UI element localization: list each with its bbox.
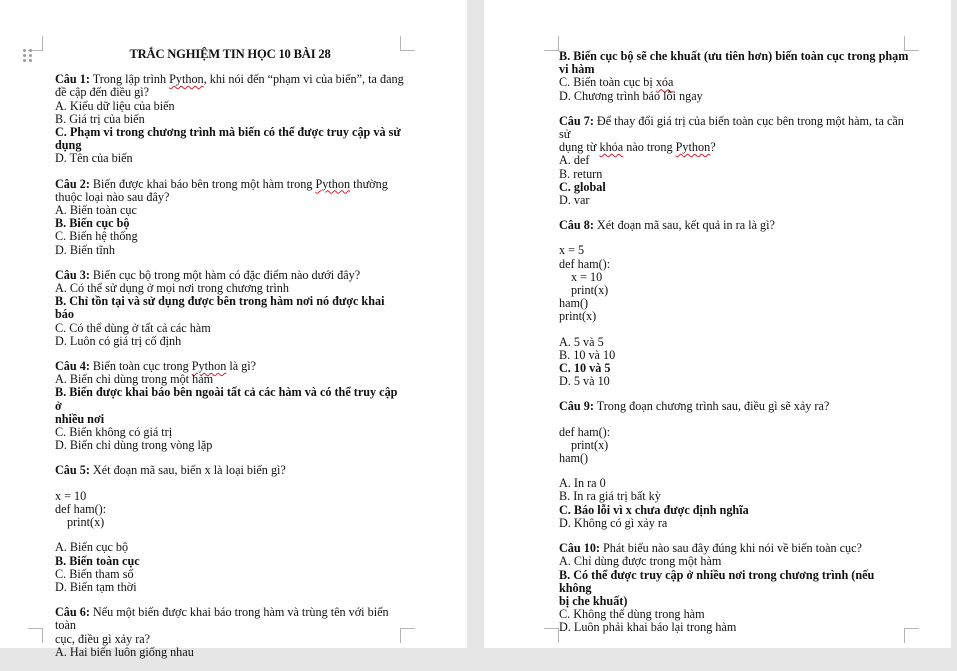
question-text <box>559 219 909 232</box>
code-snippet <box>559 244 909 323</box>
question-number: Câu 6: <box>55 605 90 620</box>
question-body: Xét đoạn mã sau, kết quả in ra là gì? <box>593 218 775 233</box>
answer-option: D. Không có gì xảy ra <box>559 515 668 530</box>
document-page-left <box>0 0 467 659</box>
answer-option: A. Chỉ dùng được trong một hàm <box>559 554 722 569</box>
answer-option: A. Biến toàn cục <box>55 203 137 218</box>
spellcheck-word[interactable]: Python <box>675 140 711 155</box>
margin-corner-bottom-left <box>28 628 43 643</box>
question-number: Câu 2: <box>55 176 90 191</box>
code-line: ham() <box>559 296 589 311</box>
question-body: Trong đoạn chương trình sau, điều gì sẽ xảy ra? <box>593 399 830 414</box>
question-block <box>559 115 909 207</box>
answer-option: D. 5 và 10 <box>559 374 610 389</box>
question-body: Để thay đổi giá trị của biến toàn cục bên trong một hàm, ta cần sử dụng từ khóa nào trong Python? <box>559 113 904 155</box>
question-block <box>55 269 405 348</box>
answer-option: C. Biến toàn cục bị xóa <box>559 75 674 90</box>
code-line: x = 5 <box>559 243 585 258</box>
answer-option: B. In ra giá trị bất kỳ <box>559 489 661 504</box>
answer-option: C. Biến hệ thống <box>55 229 138 244</box>
document-title[interactable]: TRẮC NGHIỆM TIN HỌC 10 BÀI 28 <box>129 47 331 61</box>
page-gap <box>467 0 484 648</box>
answer-option: D. Biến tạm thời <box>55 579 137 594</box>
code-line: ham() <box>559 451 589 466</box>
spellcheck-word[interactable]: khóa <box>599 140 624 155</box>
answer-option: B. 10 và 10 <box>559 347 616 362</box>
answer-option-correct: B. Biến toàn cục <box>55 553 140 568</box>
question-body: Phát biểu nào sau đây đúng khi nói về biến toàn cục? <box>599 541 862 556</box>
page-content-left <box>55 48 405 671</box>
drag-handle-icon[interactable] <box>22 48 34 64</box>
question-list-left <box>55 73 405 659</box>
question-body: Biến toàn cục trong Python là gì? <box>89 359 257 374</box>
answer-option-correct: B. Biến cục bộ sẽ che khuất (ưu tiên hơn) biến toàn cục trong phạm vi hàm <box>559 49 909 77</box>
answer-option-correct: C. global <box>559 179 606 194</box>
answer-option-correct: C. Báo lỗi vì x chưa được định nghĩa <box>559 502 749 517</box>
document-page-right <box>484 0 951 648</box>
answer-option: A. Hai biến luôn giống nhau <box>55 644 194 659</box>
question-body: Trong lập trình Python, khi nói đến “phạm vi của biến”, ta đang đề cập đến điều gì? <box>55 72 404 100</box>
answer-option: D. Luôn có giá trị cố định <box>55 333 182 348</box>
answer-option-correct: C. Phạm vi trong chương trình mà biến có thể được truy cập và sử dụng <box>55 125 401 153</box>
answer-option: D. Biến tĩnh <box>55 242 115 257</box>
question-text <box>559 115 909 155</box>
code-line: x = 10 <box>55 488 87 503</box>
question-text <box>55 178 405 204</box>
code-snippet <box>55 490 405 530</box>
question-text <box>55 606 405 646</box>
question-text <box>55 73 405 99</box>
question-number: Câu 1: <box>55 72 90 87</box>
question-number: Câu 9: <box>559 399 594 414</box>
spellcheck-word[interactable]: Python <box>191 359 227 374</box>
code-line: def ham(): <box>55 501 107 516</box>
spellcheck-word[interactable]: xóa <box>655 75 674 90</box>
question-block <box>55 178 405 257</box>
answer-option: B. Giá trị của biến <box>55 111 145 126</box>
question-number: Câu 4: <box>55 359 90 374</box>
question-list-right <box>559 115 909 635</box>
answer-option: A. Kiểu dữ liệu của biến <box>55 98 175 113</box>
question-number: Câu 3: <box>55 267 90 282</box>
answer-option: A. def <box>559 153 590 168</box>
answer-option: D. Tên của biến <box>55 151 133 166</box>
question-continuation <box>559 50 909 103</box>
answer-option: C. Biến không có giá trị <box>55 425 173 440</box>
question-text <box>55 464 405 477</box>
question-body: Xét đoạn mã sau, biến x là loại biến gì? <box>89 463 286 478</box>
margin-corner-top-left <box>544 36 559 51</box>
question-block <box>55 73 405 165</box>
answer-option: D. Biến chỉ dùng trong vòng lặp <box>55 438 213 453</box>
answer-option: D. Luôn phải khai báo lại trong hàm <box>559 620 737 635</box>
answer-option-correct: B. Biến cục bộ <box>55 216 130 231</box>
question-block <box>55 360 405 452</box>
code-line: print(x) <box>571 283 609 298</box>
question-block <box>559 219 909 388</box>
answer-option: C. Có thể dùng ở tất cả các hàm <box>55 320 211 335</box>
answer-option-correct: B. Chỉ tồn tại và sử dụng được bên trong hàm nơi nó được khai báo <box>55 294 388 322</box>
spellcheck-word[interactable]: Python <box>169 72 204 87</box>
answer-option: D. Chương trình báo lỗi ngay <box>559 88 703 103</box>
page-content-right <box>559 50 909 647</box>
code-line: print(x) <box>571 437 609 452</box>
question-block <box>559 400 909 530</box>
question-body: Biến cục bộ trong một hàm có đặc điểm nào dưới đây? <box>89 267 361 282</box>
answer-option: C. Không thể dùng trong hàm <box>559 607 705 622</box>
question-body: Biến được khai báo bên trong một hàm trong Python thường thuộc loại nào sau đây? <box>55 176 388 204</box>
question-number: Câu 5: <box>55 463 90 478</box>
answer-option-correct: B. Biến được khai báo bên ngoài tất cả các hàm và có thể truy cập ở nhiều nơi <box>55 385 398 426</box>
code-line: def ham(): <box>559 256 611 271</box>
code-line: def ham(): <box>559 424 611 439</box>
answer-option: B. return <box>559 166 603 181</box>
answer-option: A. Có thể sử dụng ở mọi nơi trong chương trình <box>55 281 289 296</box>
answer-option: A. In ra 0 <box>559 476 606 491</box>
answer-option-correct: B. Có thể được truy cập ở nhiều nơi trong chương trình (nếu không bị che khuất) <box>559 567 875 608</box>
question-block <box>55 606 405 659</box>
code-line: x = 10 <box>571 269 603 284</box>
code-line: print(x) <box>559 309 597 324</box>
answer-option: D. var <box>559 193 590 208</box>
question-number: Câu 8: <box>559 218 594 233</box>
margin-corner-bottom-left <box>544 628 559 643</box>
question-number: Câu 10: <box>559 541 600 556</box>
question-block <box>559 542 909 634</box>
answer-option: A. Biến chỉ dùng trong một hàm <box>55 372 214 387</box>
question-body: Nếu một biến được khai báo trong hàm và trùng tên với biến toàn cục, điều gì xảy ra? <box>55 605 389 646</box>
answer-option: A. 5 và 5 <box>559 334 604 349</box>
question-text <box>559 400 909 413</box>
question-number: Câu 7: <box>559 113 594 128</box>
code-line: print(x) <box>67 515 105 530</box>
spellcheck-word[interactable]: Python <box>315 176 351 191</box>
question-block <box>55 464 405 594</box>
answer-option-correct: C. 10 và 5 <box>559 361 611 376</box>
answer-option: A. Biến cục bộ <box>55 540 129 555</box>
answer-option: C. Biến tham số <box>55 566 134 581</box>
code-snippet <box>559 426 909 466</box>
